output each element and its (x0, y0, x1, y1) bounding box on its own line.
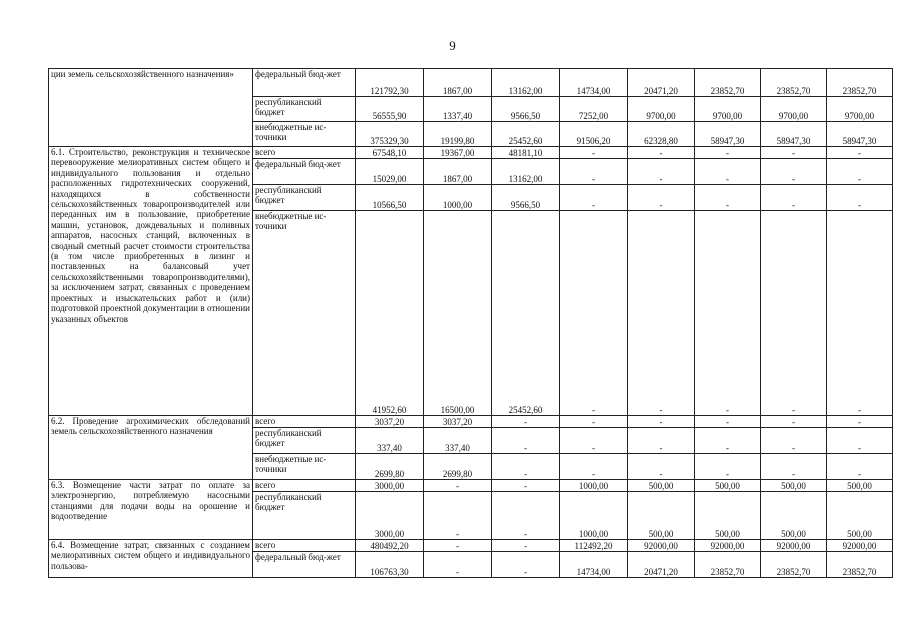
value-cell: 23852,70 (827, 552, 893, 578)
value-cell: - (424, 480, 492, 492)
value-cell: - (827, 185, 893, 211)
page-number: 9 (449, 38, 456, 53)
value-cell: 23852,70 (761, 552, 827, 578)
value-cell: - (761, 416, 827, 428)
value-cell: 500,00 (695, 480, 761, 492)
value-cell: 23852,70 (761, 69, 827, 97)
value-cell: 337,40 (356, 428, 424, 454)
value-cell: 1000,00 (424, 185, 492, 211)
funding-source: федеральный бюд-жет (253, 69, 356, 97)
value-cell: - (560, 428, 628, 454)
value-cell: - (761, 211, 827, 416)
value-cell: 3037,20 (424, 416, 492, 428)
value-cell: 500,00 (628, 480, 695, 492)
value-cell: 9700,00 (761, 97, 827, 122)
value-cell: - (560, 159, 628, 185)
funding-source: республиканский бюджет (253, 185, 356, 211)
value-cell: - (492, 492, 560, 540)
value-cell: 23852,70 (827, 69, 893, 97)
value-cell: - (492, 428, 560, 454)
value-cell: - (827, 428, 893, 454)
value-cell: 3000,00 (356, 480, 424, 492)
value-cell: - (424, 540, 492, 552)
value-cell: - (695, 211, 761, 416)
value-cell: - (628, 428, 695, 454)
funding-source: республиканский бюджет (253, 428, 356, 454)
value-cell: 92000,00 (827, 540, 893, 552)
value-cell: 10566,50 (356, 185, 424, 211)
value-cell: 2699,80 (356, 454, 424, 480)
value-cell: 3037,20 (356, 416, 424, 428)
value-cell: - (761, 428, 827, 454)
value-cell: 91506,20 (560, 122, 628, 147)
value-cell: - (492, 416, 560, 428)
value-cell: 62328,80 (628, 122, 695, 147)
value-cell: - (761, 159, 827, 185)
value-cell: - (827, 147, 893, 159)
funding-source: внебюджетные ис-точники (253, 122, 356, 147)
table-row (49, 69, 893, 97)
value-cell: - (628, 416, 695, 428)
value-cell: - (424, 492, 492, 540)
value-cell: 14734,00 (560, 552, 628, 578)
value-cell: 106763,30 (356, 552, 424, 578)
value-cell: 14734,00 (560, 69, 628, 97)
funding-source: республиканский бюджет (253, 97, 356, 122)
value-cell: - (827, 211, 893, 416)
value-cell: 48181,10 (492, 147, 560, 159)
value-cell: - (827, 159, 893, 185)
value-cell: 25452,60 (492, 122, 560, 147)
value-cell: 1000,00 (560, 480, 628, 492)
value-cell: 337,40 (424, 428, 492, 454)
value-cell: 7252,00 (560, 97, 628, 122)
value-cell: 500,00 (827, 480, 893, 492)
table-row (49, 416, 893, 428)
budget-table (48, 68, 893, 578)
activity-name: 6.4. Возмещение затрат, связанных с созданием мелиоративных систем общего и индивидуального пользова- (49, 540, 253, 578)
value-cell: 375329,30 (356, 122, 424, 147)
value-cell: - (628, 454, 695, 480)
funding-source: федеральный бюд-жет (253, 159, 356, 185)
value-cell: 56555,90 (356, 97, 424, 122)
value-cell: - (492, 454, 560, 480)
value-cell: 1000,00 (560, 492, 628, 540)
activity-name: 6.1. Строительство, реконструкция и техническое перевооружение мелиоративных систем общего и индивидуального пользования и отдельно расположенных гидротехнических сооружений, находящихся в собственности сельскохозяйственных товаропроизводителей или переданных им в пользование, приобретение машин, установок, дождевальных и поливных аппаратов, насосных станций, включенных в сводный сметный расчет стоимости строительства (в том числе приобретенных в лизинг и поставленных на балансовый учет сельскохозяйственными товаропроизводителями), за исключением затрат, связанных с проведением проектных и изыскательских работ и (или) подготовкой проектной документации в отношении указанных объектов (49, 147, 253, 416)
table-row (49, 540, 893, 552)
value-cell: 500,00 (761, 492, 827, 540)
funding-source: федеральный бюд-жет (253, 552, 356, 578)
value-cell: - (560, 454, 628, 480)
value-cell: 92000,00 (695, 540, 761, 552)
value-cell: 9700,00 (695, 97, 761, 122)
value-cell: - (628, 211, 695, 416)
value-cell: 9566,50 (492, 97, 560, 122)
value-cell: 58947,30 (761, 122, 827, 147)
value-cell: 58947,30 (695, 122, 761, 147)
table-row (49, 480, 893, 492)
value-cell: 67548,10 (356, 147, 424, 159)
value-cell: - (560, 185, 628, 211)
value-cell: 13162,00 (492, 159, 560, 185)
value-cell: 500,00 (761, 480, 827, 492)
value-cell: 20471,20 (628, 552, 695, 578)
value-cell: 1867,00 (424, 159, 492, 185)
value-cell: 15029,00 (356, 159, 424, 185)
value-cell: - (492, 552, 560, 578)
value-cell: 500,00 (695, 492, 761, 540)
value-cell: - (628, 185, 695, 211)
value-cell: 23852,70 (695, 552, 761, 578)
value-cell: - (560, 416, 628, 428)
value-cell: - (424, 552, 492, 578)
value-cell: - (761, 454, 827, 480)
value-cell: - (492, 540, 560, 552)
value-cell: 92000,00 (628, 540, 695, 552)
value-cell: - (695, 454, 761, 480)
value-cell: 1867,00 (424, 69, 492, 97)
value-cell: 13162,00 (492, 69, 560, 97)
value-cell: - (560, 211, 628, 416)
value-cell: 92000,00 (761, 540, 827, 552)
value-cell: 9566,50 (492, 185, 560, 211)
value-cell: - (628, 147, 695, 159)
value-cell: 2699,80 (424, 454, 492, 480)
value-cell: - (492, 480, 560, 492)
value-cell: 16500,00 (424, 211, 492, 416)
funding-source: всего (253, 540, 356, 552)
value-cell: 500,00 (628, 492, 695, 540)
value-cell: 25452,60 (492, 211, 560, 416)
value-cell: 1337,40 (424, 97, 492, 122)
value-cell: 3000,00 (356, 492, 424, 540)
value-cell: - (761, 147, 827, 159)
funding-source: внебюджетные ис-точники (253, 454, 356, 480)
value-cell: 480492,20 (356, 540, 424, 552)
value-cell: - (695, 147, 761, 159)
funding-source: республиканский бюджет (253, 492, 356, 540)
value-cell: 9700,00 (827, 97, 893, 122)
value-cell: 23852,70 (695, 69, 761, 97)
activity-name: 6.3. Возмещение части затрат по оплате за электроэнергию, потребляемую насосными станциями для подачи воды на орошение и водоотведение (49, 480, 253, 540)
value-cell: 121792,30 (356, 69, 424, 97)
funding-source: всего (253, 416, 356, 428)
value-cell: - (827, 454, 893, 480)
value-cell: - (761, 185, 827, 211)
value-cell: - (628, 159, 695, 185)
value-cell: 9700,00 (628, 97, 695, 122)
funding-source: всего (253, 480, 356, 492)
value-cell: 112492,20 (560, 540, 628, 552)
value-cell: - (560, 147, 628, 159)
value-cell: 58947,30 (827, 122, 893, 147)
value-cell: - (695, 159, 761, 185)
value-cell: - (827, 416, 893, 428)
activity-name: 6.2. Проведение агрохимических обследований земель сельскохозяйственного назначения (49, 416, 253, 480)
value-cell: 19367,00 (424, 147, 492, 159)
value-cell: 20471,20 (628, 69, 695, 97)
value-cell: 500,00 (827, 492, 893, 540)
value-cell: 19199,80 (424, 122, 492, 147)
value-cell: - (695, 428, 761, 454)
table-row (49, 147, 893, 159)
activity-name: ции земель сельскохозяйственного назначения» (49, 69, 253, 147)
value-cell: 41952,60 (356, 211, 424, 416)
value-cell: - (695, 416, 761, 428)
value-cell: - (695, 185, 761, 211)
funding-source: всего (253, 147, 356, 159)
funding-source: внебюджетные ис-точники (253, 211, 356, 416)
